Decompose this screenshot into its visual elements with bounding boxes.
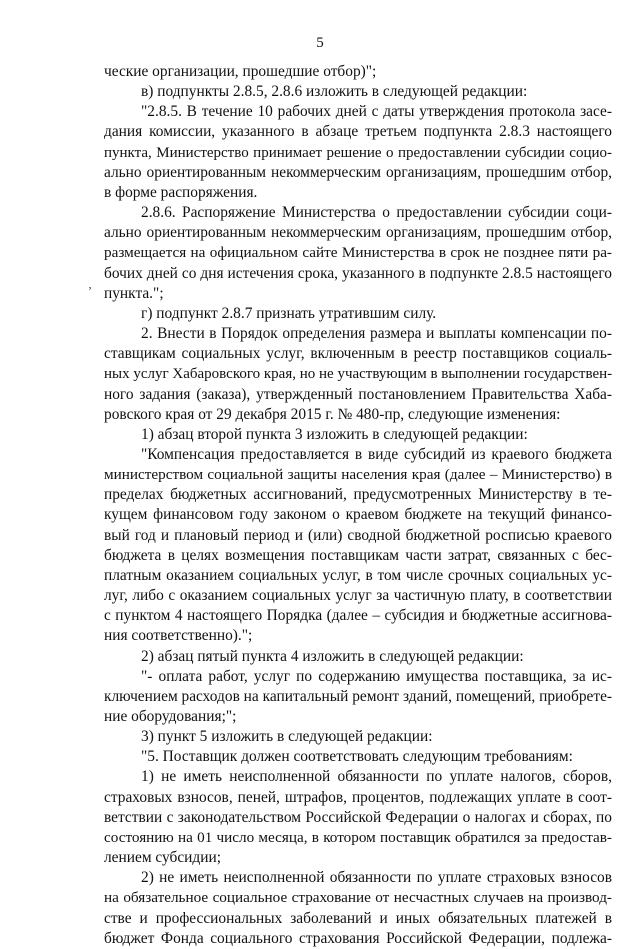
text-line: ных услуг Хабаровского края, но не участвующим в выполнении государствен-	[104, 366, 613, 383]
text-line: лением субсидии;	[104, 849, 222, 867]
text-line: 2. Внести в Порядок определения размера и выплаты компенсации по-	[141, 325, 612, 343]
text-line: вый год и плановый период и (или) сводной бюджетной росписью краевого	[104, 526, 612, 544]
text-line: на обязательное социальное страхование от несчастных случаев на производ-	[104, 889, 612, 907]
document-body	[104, 62, 612, 949]
text-line: луг, либо с оказанием социальных услуг за частичную плату, в соответствии	[104, 587, 612, 605]
text-line: ально ориентированным некоммерческим организациям, прошедшим отбор,	[104, 224, 612, 242]
text-line: 3) пункт 5 изложить в следующей редакции:	[141, 728, 433, 746]
text-line: пункта, Министерство принимает решение о предоставлении субсидии социо-	[104, 144, 612, 161]
text-line: "- оплата работ, услуг по содержанию имущества поставщика, за ис-	[141, 667, 612, 685]
text-line: стве и профессиональных заболеваний и иных обязательных платежей в	[104, 909, 612, 927]
text-line: пределах бюджетных ассигнований, предусмотренных Министерству в те-	[104, 486, 612, 504]
text-line: министерством социальной защиты населения края (далее – Министерство) в	[104, 466, 612, 484]
text-line: ного задания (заказа), утвержденный постановлением Правительства Хаба-	[104, 385, 612, 403]
text-line: "5. Поставщик должен соответствовать следующим требованиям:	[141, 748, 573, 766]
text-line: с пунктом 4 настоящего Порядка (далее – субсидия и бюджетные ассигнова-	[104, 607, 612, 625]
margin-mark: ‚	[88, 277, 92, 291]
text-line: 1) абзац второй пункта 3 изложить в следующей редакции:	[141, 425, 528, 443]
text-line: ключением расходов на капитальный ремонт зданий, помещений, приобрете-	[104, 687, 613, 705]
text-line: дания комиссии, указанного в абзаце третьем подпункта 2.8.3 настоящего	[104, 123, 612, 141]
text-line: бочих дней со дня истечения срока, указанного в подпункте 2.8.5 настоящего	[104, 264, 612, 282]
text-line: ально ориентированным некоммерческим организациям, прошедшим отбор,	[104, 163, 612, 181]
text-line: страховых взносов, пеней, штрафов, процентов, подлежащих уплате в соот-	[104, 788, 612, 806]
text-line: платным оказанием социальных услуг, в том числе срочных социальных ус-	[104, 566, 612, 584]
text-line: 2.8.6. Распоряжение Министерства о предоставлении субсидии соци-	[141, 204, 612, 222]
text-line: г) подпункт 2.8.7 признать утратившим силу.	[141, 304, 437, 322]
text-line: ческие организации, прошедшие отбор)";	[104, 63, 377, 80]
text-line: размещается на официальном сайте Министерства в срок не позднее пяти ра-	[104, 244, 612, 262]
text-line: пункта.";	[104, 284, 164, 302]
text-line: ровского края от 29 декабря 2015 г. № 480-пр, следующие изменения:	[104, 405, 561, 423]
text-line: в) подпункты 2.8.5, 2.8.6 изложить в следующей редакции:	[141, 83, 528, 101]
text-line: бюджет Фонда социального страхования Российской Федерации, подлежа-	[104, 929, 612, 947]
text-line: состоянию на 01 число месяца, в котором поставщик обратился за предостав-	[104, 828, 612, 846]
text-line: 2) абзац пятый пункта 4 изложить в следующей редакции:	[141, 647, 524, 665]
text-line: "Компенсация предоставляется в виде субсидий из краевого бюджета	[141, 445, 612, 463]
text-line: ния соответственно).";	[104, 627, 253, 645]
text-line: ставщикам социальных услуг, включенным в реестр поставщиков социаль-	[104, 345, 612, 363]
page-number: 5	[316, 35, 324, 51]
text-line: 1) не иметь неисполненной обязанности по уплате налогов, сборов,	[141, 768, 612, 786]
text-line: "2.8.5. В течение 10 рабочих дней с даты утверждения протокола засе-	[141, 103, 612, 121]
text-line: бюджета в целях возмещения поставщикам части затрат, связанных с бес-	[104, 546, 612, 564]
text-line: 2) не иметь неисполненной обязанности по уплате страховых взносов	[141, 869, 612, 887]
text-line: ветствии с законодательством Российской Федерации о налогах и сборах, по	[104, 808, 612, 826]
text-line: в форме распоряжения.	[104, 183, 258, 201]
text-line: ние оборудования;";	[104, 708, 237, 725]
text-line: кущем финансовом году законом о краевом бюджете на текущий финансо-	[104, 506, 612, 524]
